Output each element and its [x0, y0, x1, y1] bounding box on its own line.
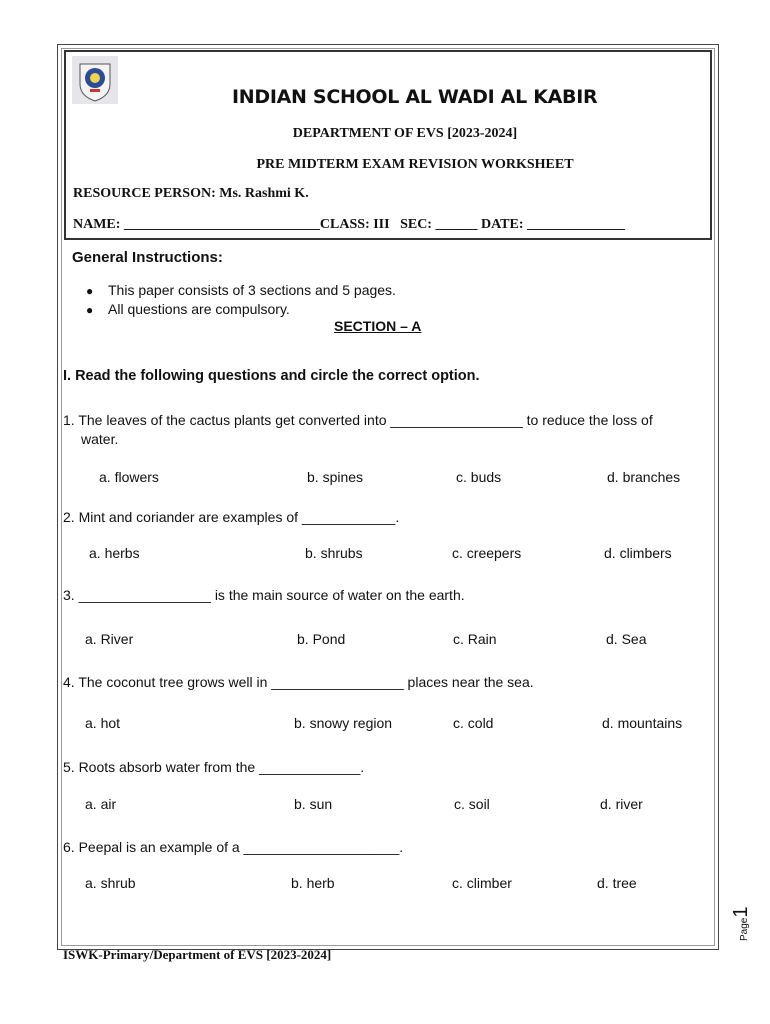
header-box	[64, 50, 712, 240]
page-number-value: 1	[730, 906, 752, 918]
q4-option-c[interactable]: c. cold	[453, 715, 494, 731]
q4-option-a[interactable]: a. hot	[85, 715, 121, 731]
instructions-list	[86, 281, 396, 319]
instruction-item: ● All questions are compulsory.	[86, 300, 396, 319]
school-logo	[72, 56, 118, 104]
question-5: 5. Roots absorb water from the _____________.	[63, 759, 365, 775]
q1-option-b[interactable]: b. spines	[307, 469, 364, 485]
q1-option-a[interactable]: a. flowers	[99, 469, 159, 485]
part-title: I. Read the following questions and circle the correct option.	[63, 368, 480, 384]
question-4: 4. The coconut tree grows well in _________________ places near the sea.	[63, 674, 534, 690]
q3-option-c[interactable]: c. Rain	[453, 631, 497, 647]
resource-person: RESOURCE PERSON: Ms. Rashmi K.	[73, 186, 309, 201]
q5-option-a[interactable]: a. air	[85, 796, 117, 812]
question-6: 6. Peepal is an example of a ____________________.	[63, 839, 404, 855]
question-1	[63, 412, 715, 447]
instruction-item: ● This paper consists of 3 sections and 5 pages.	[86, 281, 396, 300]
section-title: SECTION – A	[334, 318, 422, 334]
bullet-icon: ●	[86, 303, 94, 317]
question-3: 3. _________________ is the main source of water on the earth.	[63, 587, 465, 603]
worksheet-title: PRE MIDTERM EXAM REVISION WORKSHEET	[256, 157, 574, 172]
q6-option-b[interactable]: b. herb	[291, 875, 335, 891]
question-1-line-1: 1. The leaves of the cactus plants get converted into _________________ to reduce the loss of	[63, 412, 653, 428]
q2-option-d[interactable]: d. climbers	[604, 545, 672, 561]
q1-option-c[interactable]: c. buds	[456, 469, 502, 485]
school-name: INDIAN SCHOOL AL WADI AL KABIR	[232, 86, 598, 108]
page-label: Page	[739, 917, 750, 941]
q5-option-c[interactable]: c. soil	[454, 796, 490, 812]
student-details-line: NAME: ____________________________CLASS: III SEC: ______ DATE: ______________	[73, 217, 625, 232]
q5-option-b[interactable]: b. sun	[294, 796, 333, 812]
q6-option-d[interactable]: d. tree	[597, 875, 637, 891]
q3-option-d[interactable]: d. Sea	[606, 631, 647, 647]
q3-option-a[interactable]: a. River	[85, 631, 134, 647]
q6-option-c[interactable]: c. climber	[452, 875, 512, 891]
page-number	[726, 893, 756, 943]
question-2: 2. Mint and coriander are examples of ____________.	[63, 509, 400, 525]
q4-option-d[interactable]: d. mountains	[602, 715, 683, 731]
q2-option-b[interactable]: b. shrubs	[305, 545, 363, 561]
q4-option-b[interactable]: b. snowy region	[294, 715, 393, 731]
q2-option-a[interactable]: a. herbs	[89, 545, 140, 561]
bullet-icon: ●	[86, 284, 94, 298]
q2-option-c[interactable]: c. creepers	[452, 545, 522, 561]
q3-option-b[interactable]: b. Pond	[297, 631, 346, 647]
q5-option-d[interactable]: d. river	[600, 796, 643, 812]
q6-option-a[interactable]: a. shrub	[85, 875, 136, 891]
footer-text: ISWK-Primary/Department of EVS [2023-2024]	[63, 947, 332, 962]
question-1-line-2: water.	[81, 431, 119, 447]
department-title: DEPARTMENT OF EVS [2023-2024]	[292, 126, 518, 141]
instructions-title: General Instructions:	[72, 249, 223, 266]
q1-option-d[interactable]: d. branches	[607, 469, 681, 485]
